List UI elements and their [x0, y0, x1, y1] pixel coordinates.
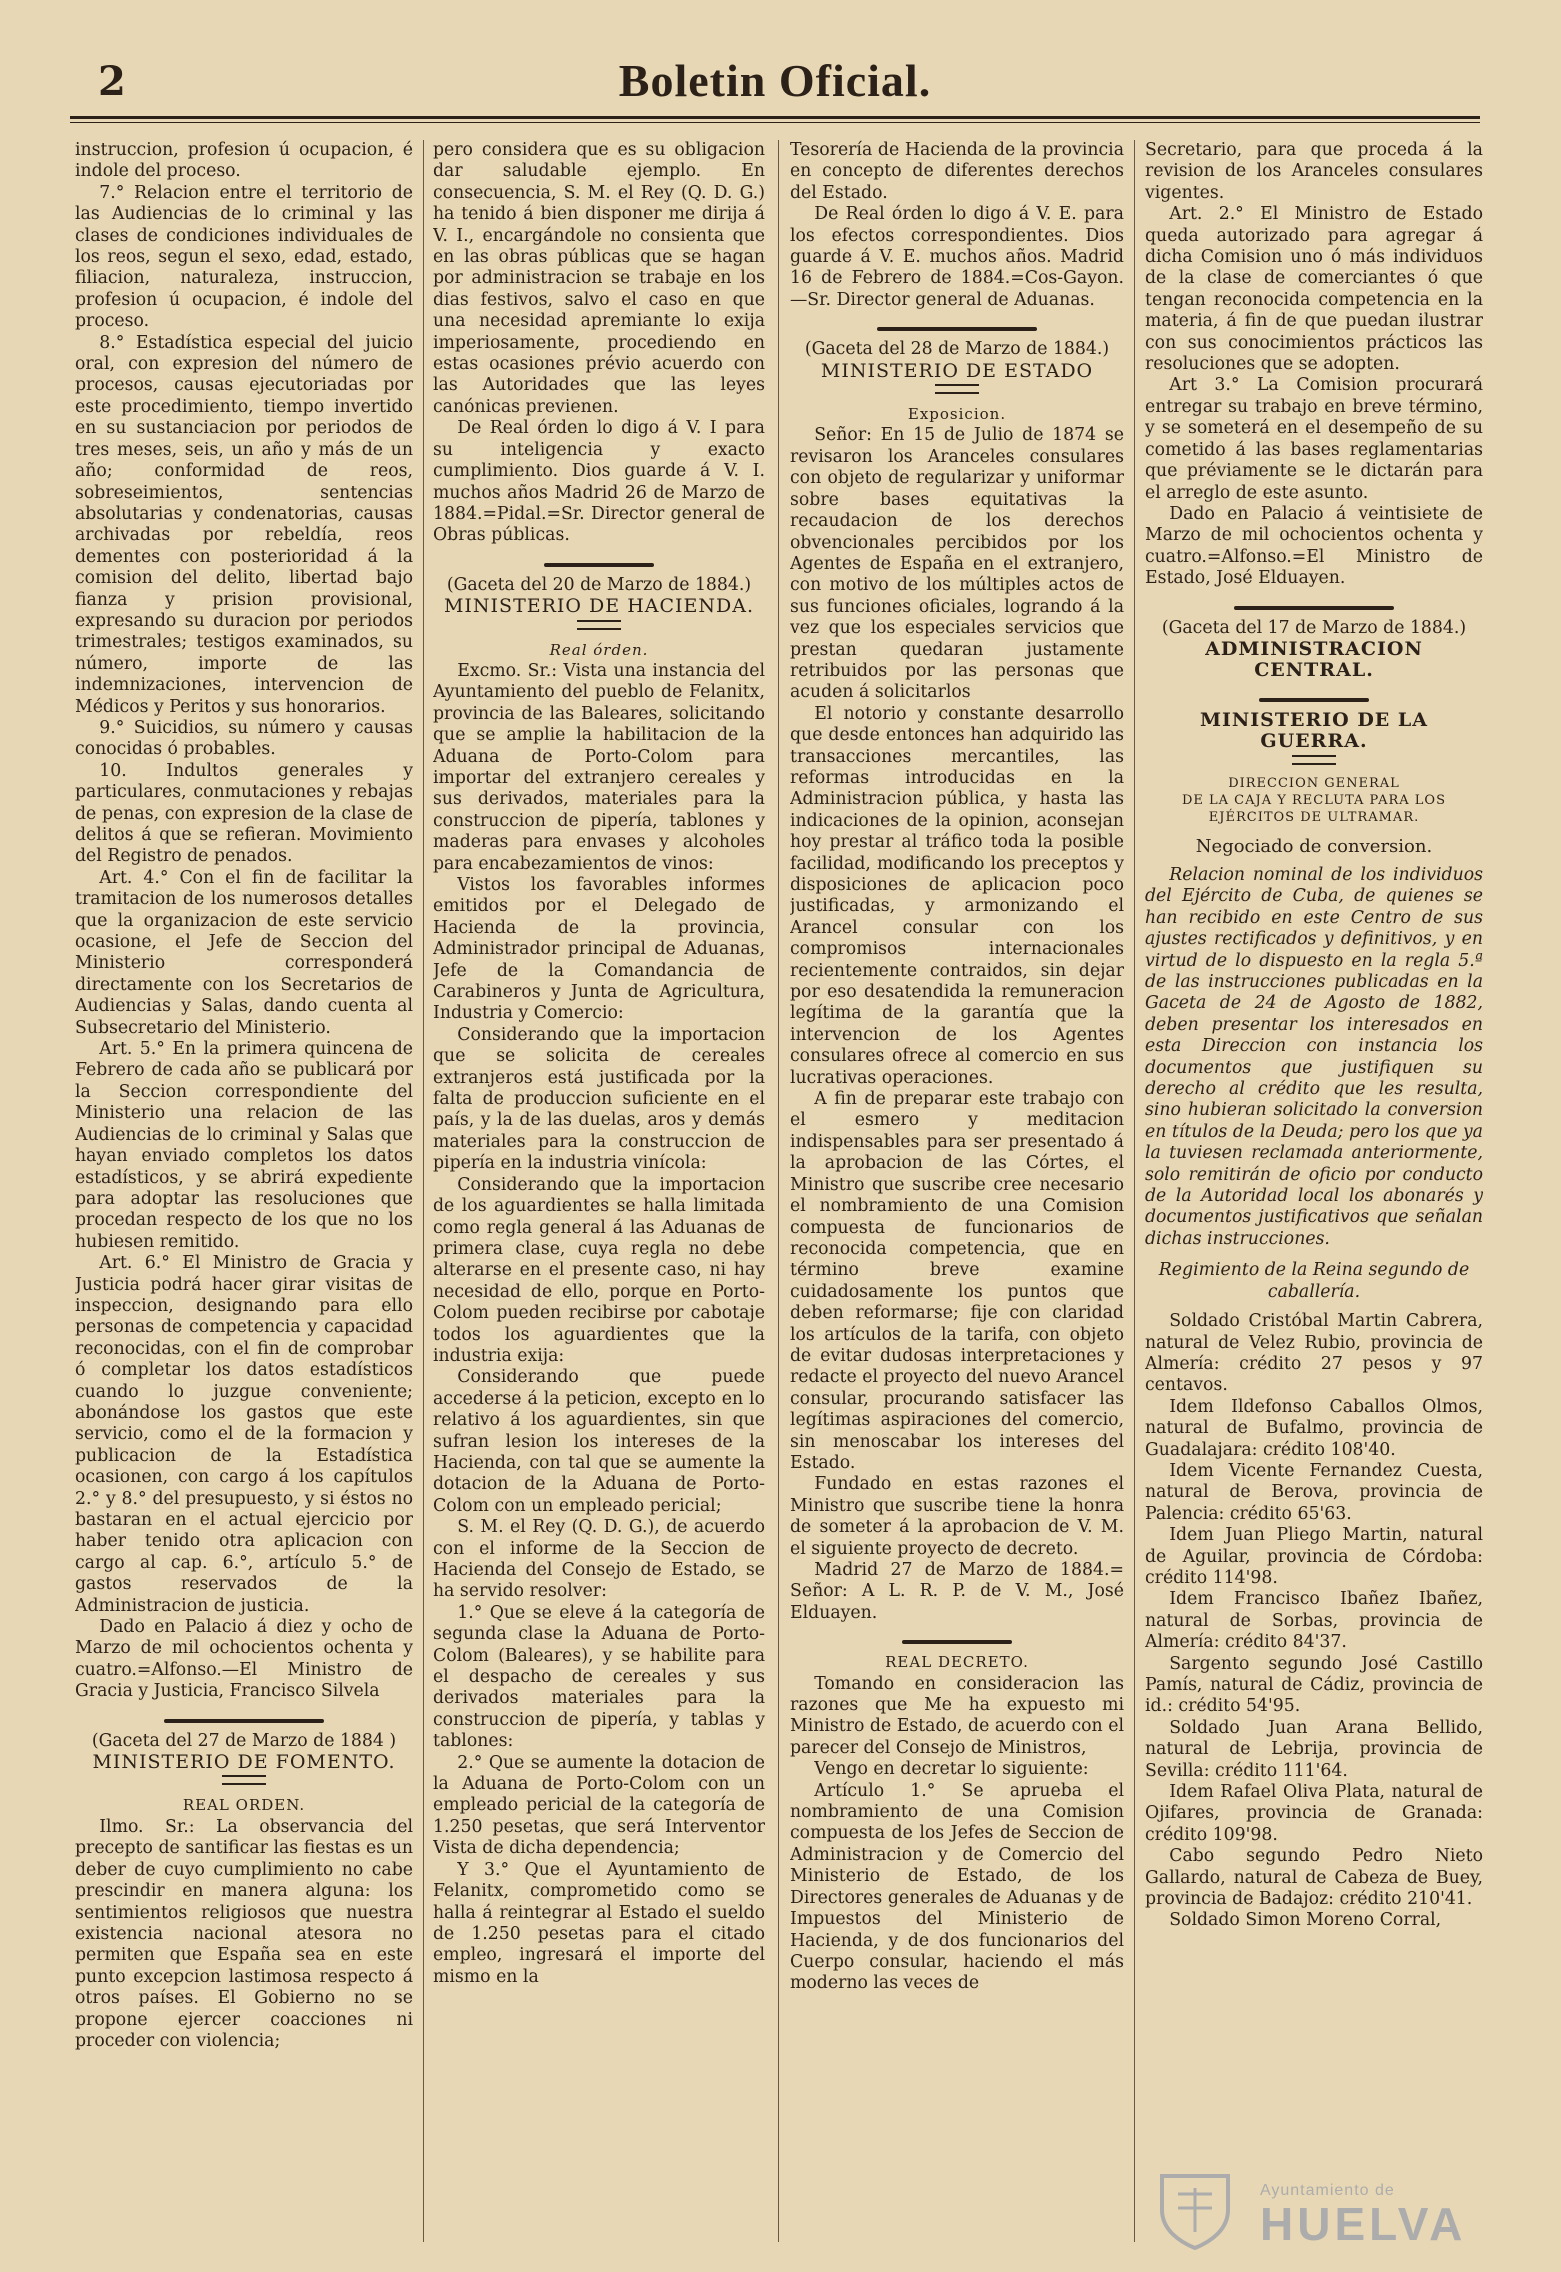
column-2 — [433, 140, 765, 2252]
section-separator — [902, 1640, 1012, 1644]
paragraph: Tesorería de Hacienda de la provincia en concepto de diferentes derechos del Estado. — [790, 140, 1124, 203]
paragraph: El notorio y constante desarrollo que desde entonces han adquirido las transacciones mercantiles, las reformas introducidas en la Administracion pública, y hasta las indicaciones de la opinion, aconsejan hoy prestar al tráfico toda la posible facilidad, modificando los preceptos y disposiciones de aplicacion poco justificadas, y armonizando el Arancel consular con los compromisos internacionales recientemente contraidos, sin dejar por eso desatendida la remuneracion legítima de la garantía que la intervencion de los Agentes consulares ofrece al comercio en sus lucrativas operaciones. — [790, 703, 1124, 1088]
column-1 — [75, 140, 413, 2252]
paragraph: Considerando que puede accederse á la peticion, excepto en lo relativo á los aguardientes, sin que sufran lesion los intereses de la Hacienda, con tal que se aumente la dotacion de la Aduana de Porto-Colom con un empleado pericial; — [433, 1367, 765, 1516]
double-rule — [935, 384, 979, 394]
section-separator — [877, 327, 1037, 331]
paragraph: Fundado en estas razones el Ministro que suscribe tiene la honra de someter á la aprobacion de V. M. el siguiente proyecto de decreto. — [790, 1474, 1124, 1559]
paragraph: De Real órden lo digo á V. E. para los efectos correspondientes. Dios guarde á V. E. muchos años. Madrid 16 de Febrero de 1884.=Cos-Gayon.—Sr. Director general de Aduanas. — [790, 204, 1124, 310]
masthead-title: Boletin Oficial. — [618, 55, 932, 106]
paragraph: Madrid 27 de Marzo de 1884.= Señor: A L. R. P. de V. M., José Elduayen. — [790, 1560, 1124, 1623]
regiment-heading: Regimiento de la Reina segundo de caballería. — [1158, 1260, 1470, 1302]
column-divider — [778, 140, 779, 2242]
list-item: Soldado Cristóbal Martin Cabrera, natural de Velez Rubio, provincia de Almería: crédito 27 pesos y 97 centavos. — [1145, 1311, 1483, 1396]
list-item: Soldado Simon Moreno Corral, — [1169, 1910, 1442, 1931]
paragraph: De Real órden lo digo á V. I para su inteligencia y exacto cumplimiento. Dios guarde á V. I. muchos años Madrid 26 de Marzo de 1884.=Pidal.=Sr. Director general de Obras públicas. — [433, 418, 765, 546]
header-rule-thin — [70, 122, 1480, 123]
paragraph: Considerando que la importacion que se solicita de cereales extranjeros está justificada por la falta de produccion suficiente en el país, y la de las duelas, aros y demás materiales para la construccion de pipería en la industria vinícola: — [433, 1024, 765, 1174]
list-item: Sargento segundo José Castillo Pamís, natural de Cádiz, provincia de id.: crédito 54'95. — [1145, 1653, 1483, 1717]
column-divider — [1134, 140, 1135, 2242]
paragraph: Dado en Palacio á diez y ocho de Marzo de mil ochocientos ochenta y cuatro.=Alfonso.—El Ministro de Gracia y Justicia, Francisco Silvela — [75, 1617, 413, 1702]
page-number: 2 — [98, 58, 126, 105]
gaceta-dateline: (Gaceta del 17 de Marzo de 1884.) — [1161, 617, 1467, 638]
shield-icon — [1150, 2170, 1240, 2250]
paragraph: S. M. el Rey (Q. D. G.), de acuerdo con el informe de la Seccion de Hacienda del Consejo de Estado, se ha servido resolver: — [433, 1517, 765, 1602]
column-3 — [790, 140, 1124, 2252]
paragraph: 10. Indultos generales y particulares, conmutaciones y rebajas de penas, con expresion de la clase de delitos á que se refieran. Movimiento del Registro de penados. — [75, 760, 413, 867]
ministry-heading: MINISTERIO DE FOMENTO. — [92, 1751, 396, 1774]
section-subtitle: Exposicion. — [907, 405, 1007, 424]
huelva-watermark — [1150, 2170, 1490, 2250]
list-item: Idem Vicente Fernandez Cuesta, natural de Berova, provincia de Palencia: crédito 65'63. — [1145, 1460, 1483, 1524]
paragraph: Dado en Palacio á veintisiete de Marzo de mil ochocientos ochenta y cuatro.=Alfonso.=El Ministro de Estado, José Elduayen. — [1145, 503, 1483, 589]
list-item: Soldado Juan Arana Bellido, natural de Lebrija, provincia de Sevilla: crédito 111'64. — [1145, 1717, 1483, 1781]
paragraph: Art 3.° La Comision procurará entregar su trabajo en breve término, y se someterá en el desempeño de su cometido á las bases reglamentarias que préviamente se le dictarán para el arreglo de este asunto. — [1145, 375, 1483, 503]
relacion-paragraph: Relacion nominal de los individuos del Ejército de Cuba, de quienes se han recibido en este Centro de sus ajustes rectificados y definitivos, y en virtud de lo dispuesto en la regla 5.ª de las instrucciones publicadas en la Gaceta de 24 de Agosto de 1882, deben presentar los interesados en esta Direccion con instancia los documentos que justifiquen su derecho al crédito que les resulta, sino hubieran solicitado la conversion en títulos de la Deuda; pero los que ya la tuviesen reclamada anteriormente, solo remitirán de oficio por conducto de la Autoridad local los abonarés y documentos justificativos que señalan dichas instrucciones. — [1145, 864, 1483, 1249]
section-separator — [544, 563, 654, 567]
section-subtitle: REAL ORDEN. — [182, 1796, 306, 1815]
paragraph: A fin de preparar este trabajo con el esmero y meditacion indispensables para ser presentado á la aprobacion de las Córtes, el Ministro que suscribe cree necesario el nombramiento de una Comision compuesta de funcionarios de reconocida competencia, que en término breve examine cuidadosamente los puntos que deben reformarse; fije con claridad los artículos de la tarifa, con objeto de evitar dudosas interpretaciones y redacte el proyecto del nuevo Arancel consular, procurando satisfacer las legítimas aspiraciones del comercio, sin menoscabar los intereses del Estado. — [790, 1089, 1124, 1473]
ministry-heading: MINISTERIO DE HACIENDA. — [443, 595, 755, 618]
double-rule — [1292, 755, 1336, 765]
paragraph: Y 3.° Que el Ayuntamiento de Felanitx, comprometido como se halla á reintegrar al Estado el sueldo de 1.250 pesetas para el citado empleo, ingresará el importe del mismo en la — [433, 1859, 765, 1987]
paragraph: 1.° Que se eleve á la categoría de segunda clase la Aduana de Porto-Colom (Baleares), y se habilite para el despacho de cereales y sus derivados materiales para la construccion de pipería, y tablas y tablones: — [433, 1602, 765, 1752]
administration-heading: ADMINISTRACION CENTRAL. — [1205, 637, 1423, 682]
paragraph: instruccion, profesion ú ocupacion, é indole del proceso. — [75, 140, 413, 182]
paragraph: Vistos los favorables informes emitidos por el Delegado de Hacienda de la provincia, Administrador principal de Aduanas, Jefe de la Comandancia de Carabineros y Junta de Agricultura, Industria y Comercio: — [433, 875, 765, 1024]
ministry-heading: MINISTERIO DE LA GUERRA. — [1199, 708, 1429, 753]
gaceta-dateline: (Gaceta del 27 de Marzo de 1884 ) — [91, 1730, 397, 1751]
section-separator — [164, 1719, 324, 1723]
paragraph: Ilmo. Sr.: La observancia del precepto de santificar las fiestas es un deber de cuyo cumplimiento no cabe prescindir en manera alguna: los sentimientos religiosos que nuestra existencia nacional atesora no permiten que España sea en este punto excepcion lastimosa respecto á otros países. El Gobierno no se propone ejercer coacciones ni proceder con violencia; — [75, 1816, 413, 2051]
paragraph: Art. 6.° El Ministro de Gracia y Justicia podrá hacer girar visitas de inspeccion, designando para ello personas de competencia y capacidad reconocidas, con el fin de comprobar ó completar los datos estadísticos cuando lo juzgue conveniente; abonándose los gastos que este servicio, como el de la formacion y publicacion de la Estadística ocasionen, con cargo á los capítulos 2.° y 8.° del presupuesto, y si éstos no bastaran en el actual ejercicio por haber tenido otra aplicacion con cargo al cap. 6.°, artículo 5.° de gastos reservados de la Administracion de justicia. — [75, 1253, 413, 1616]
direccion-heading: DIRECCION GENERAL — [1228, 775, 1400, 791]
paragraph: Art. 2.° El Ministro de Estado queda autorizado para agregar á dicha Comision uno ó más individuos de la clase de comerciantes ó que tengan reconocida competencia en la materia, á fin de que puedan ilustrar con sus conocimientos prácticos las resoluciones que se adopten. — [1145, 204, 1483, 375]
paragraph: Art. 4.° Con el fin de facilitar la tramitacion de los numerosos detalles que la organizacion de este servicio ocasione, el Jefe de Seccion del Ministerio corresponderá directamente con los Secretarios de Audiencias y Salas, dando cuenta al Subsecretario del Ministerio. — [75, 867, 413, 1038]
paragraph: Señor: En 15 de Julio de 1874 se revisaron los Aranceles consulares con objeto de regularizar y uniformar sobre bases equitativas la recaudacion de los derechos obvencionales percibidos por los Agentes de España en el extranjero, con motivo de los múltiples actos de sus funciones oficiales, logrando á la vez que los especiales servicios que prestan quedaran justamente retribuidos por las personas que acuden á solicitarlos — [790, 425, 1124, 703]
list-item: Idem Francisco Ibañez Ibañez, natural de Sorbas, provincia de Almería: crédito 84'37. — [1145, 1589, 1483, 1653]
paragraph: Tomando en consideracion las razones que Me ha expuesto mi Ministro de Estado, de acuerdo con el parecer del Consejo de Ministros, — [790, 1673, 1124, 1758]
paragraph: 2.° Que se aumente la dotacion de la Aduana de Porto-Colom con un empleado pericial de la categoría de 1.250 pesetas, que será Interventor Vista de dicha dependencia; — [433, 1752, 765, 1859]
paragraph: pero considera que es su obligacion dar saludable ejemplo. En consecuencia, S. M. el Rey (Q. D. G.) ha tenido á bien disponer me dirija á V. I., encargándole no consienta que en las obras públicas que se hagan por administracion se trabaje en los dias festivos, salvo el caso en que una necesidad apremiante lo exija imperiosamente, procediendo en estas ocasiones prévio acuerdo con las Autoridades que las leyes canónicas previenen. — [433, 140, 765, 417]
watermark-line1: Ayuntamiento de — [1260, 2182, 1395, 2199]
paragraph: Art. 5.° En la primera quincena de Febrero de cada año se publicará por la Seccion correspondiente del Ministerio una relacion de las Audiencias de lo criminal y Salas que hayan enviado completos los datos estadísticos, y se abrirá expediente para adoptar las resoluciones que procedan respecto de los que no los hubiesen remitido. — [75, 1039, 413, 1252]
paragraph: Excmo. Sr.: Vista una instancia del Ayuntamiento del pueblo de Felanitx, provincia de las Baleares, solicitando que se amplie la habilitacion de la Aduana de Porto-Colom para importar del extranjero cereales y sus derivados, materiales para la construccion de pipería, tablones y maderas para envases y alcoholes para encabezamientos de vinos: — [433, 660, 765, 874]
header-rule — [70, 116, 1480, 119]
paragraph: Vengo en decretar lo siguiente: — [814, 1759, 1089, 1780]
negociado-heading: Negociado de conversion. — [1195, 835, 1433, 857]
section-subtitle: Real órden. — [549, 640, 649, 659]
list-item: Cabo segundo Pedro Nieto Gallardo, natural de Cabeza de Buey, provincia de Badajoz: crédito 210'41. — [1145, 1846, 1483, 1910]
ministry-heading: MINISTERIO DE ESTADO — [820, 359, 1094, 382]
double-rule — [577, 620, 621, 630]
gaceta-dateline: (Gaceta del 28 de Marzo de 1884.) — [804, 339, 1110, 360]
list-item: Idem Juan Pliego Martin, natural de Aguilar, provincia de Córdoba: crédito 114'98. — [1145, 1525, 1483, 1588]
paragraph: Secretario, para que proceda á la revision de los Aranceles consulares vigentes. — [1145, 140, 1483, 203]
direccion-subheading: DE LA CAJA Y RECLUTA PARA LOS EJÉRCITOS DE ULTRAMAR. — [1181, 792, 1446, 825]
section-separator — [1259, 698, 1369, 702]
column-4 — [1145, 140, 1483, 2252]
paragraph: Considerando que la importacion de los aguardientes se halla limitada como regla general á las Aduanas de primera clase, cuya regla no debe alterarse en el presente caso, ni hay necesidad de ello, porque en Porto-Colom pueden recibirse por cabotaje todos los aguardientes que la industria exija: — [433, 1174, 765, 1366]
page-header — [70, 52, 1480, 118]
gaceta-dateline: (Gaceta del 20 de Marzo de 1884.) — [446, 574, 752, 595]
double-rule — [222, 1775, 266, 1785]
column-divider — [423, 140, 424, 2242]
list-item: Idem Rafael Oliva Plata, natural de Ojifares, provincia de Granada: crédito 109'98. — [1145, 1782, 1483, 1845]
paragraph: 7.° Relacion entre el territorio de las Audiencias de lo criminal y las clases de condiciones individuales de los reos, segun el sexo, edad, estado, filiacion, naturaleza, instruccion, profesion ú ocupacion, é indole del proceso. — [75, 182, 413, 332]
list-item: Idem Ildefonso Caballos Olmos, natural de Bufalmo, provincia de Guadalajara: crédito 108'40. — [1145, 1396, 1483, 1460]
watermark-line2: HUELVA — [1260, 2198, 1467, 2250]
paragraph: 8.° Estadística especial del juicio oral, con expresion del número de procesos, causas ejecutoriadas por este procedimiento, tiempo invertido en su sustanciacion por periodos de tres meses, seis, un año y más de un año; conformidad de reos, sobreseimientos, sentencias absolutarias y condenatorias, causas archivadas por rebeldía, reos dementes con posterioridad á la comision del delito, libertad bajo fianza y prision provisional, expresando su duracion por periodos trimestrales; testigos examinados, su número, importe de las indemnizaciones, intervencion de Médicos y Peritos y sus honorarios. — [75, 332, 413, 717]
section-separator — [1234, 606, 1394, 610]
section-subtitle: REAL DECRETO. — [885, 1653, 1029, 1672]
paragraph: 9.° Suicidios, su número y causas conocidas ó probables. — [75, 717, 413, 760]
paragraph: Artículo 1.° Se aprueba el nombramiento de una Comision compuesta de los Jefes de Seccion de Administracion y de Comercio del Ministerio de Estado, de los Directores generales de Aduanas y de Impuestos del Ministerio de Hacienda, y de dos funcionarios del Cuerpo consular, haciendo el más moderno las veces de — [790, 1780, 1124, 1994]
